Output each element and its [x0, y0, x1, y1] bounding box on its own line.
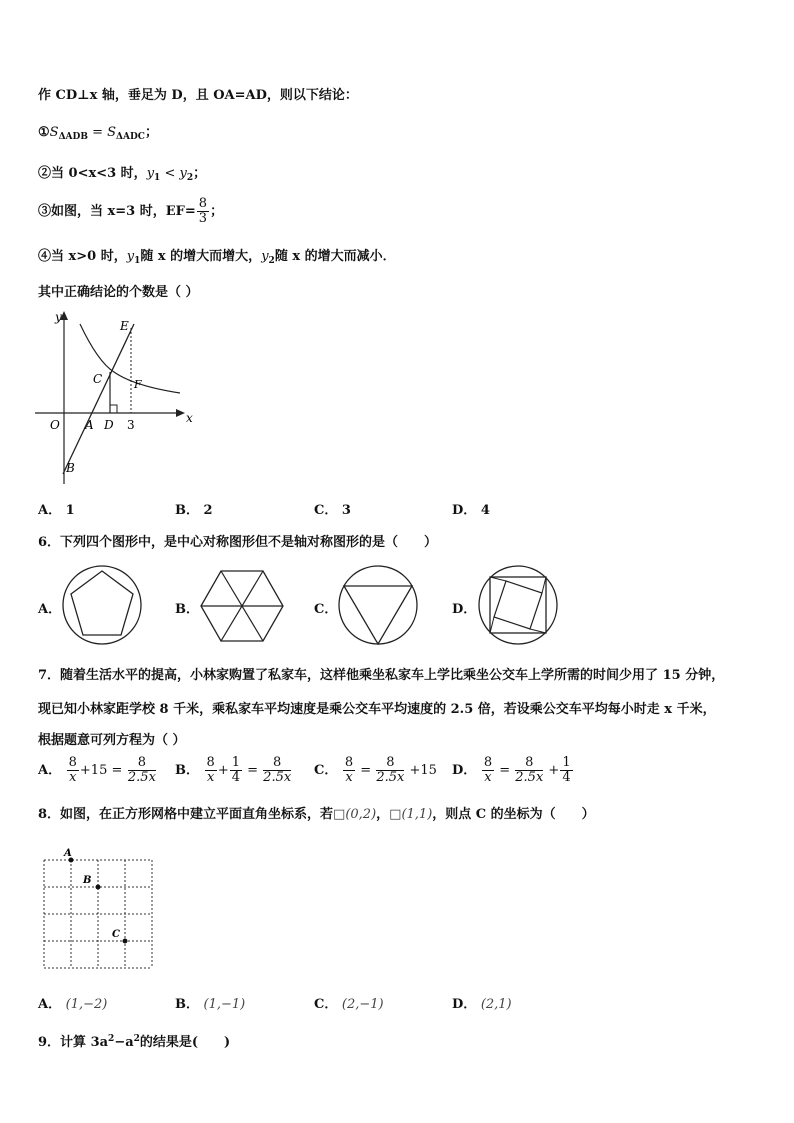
q5-option-b[interactable] — [175, 499, 213, 518]
point-c — [123, 939, 128, 944]
label-o: O — [50, 418, 60, 432]
denominator: 2.5x — [376, 770, 405, 785]
q6-option-a-letter[interactable]: A． — [38, 602, 62, 617]
numerator: 1 — [562, 755, 571, 770]
squares-in-circle-figure — [476, 563, 560, 647]
option-letter: B． — [175, 503, 199, 518]
denominator: 2.5x — [127, 770, 156, 785]
numerator: 8 — [128, 756, 156, 771]
denominator: 4 — [562, 770, 571, 785]
option-letter: C． — [314, 763, 338, 778]
numerator: 8 — [515, 756, 543, 771]
option-letter: C． — [314, 997, 338, 1012]
equals-sign: = — [87, 125, 108, 140]
q5-option-d[interactable] — [452, 499, 490, 518]
line-be — [63, 324, 134, 474]
intro-line: 作 CD⊥x 轴，垂足为 D，且 OA=AD，则以下结论： — [38, 88, 358, 103]
conclusion-4 — [38, 245, 396, 266]
q6-option-d-letter[interactable]: D． — [452, 602, 477, 617]
option-letter: A． — [38, 503, 62, 518]
plus-sign: + — [544, 763, 560, 778]
fraction-8-over-2.5x — [263, 756, 291, 785]
q6-option-b-letter[interactable]: B． — [175, 602, 199, 617]
fraction-denominator: 3 — [198, 211, 208, 226]
area-subscript-1: ΔADB — [58, 132, 88, 142]
option-letter: B． — [175, 997, 199, 1012]
q7-option-a[interactable] — [38, 756, 157, 785]
q7-option-b[interactable] — [175, 756, 292, 785]
label-a: A — [64, 848, 72, 859]
y1-subscript: 1 — [154, 173, 161, 183]
q6-option-c-letter[interactable]: C． — [314, 602, 338, 617]
label-x: x — [186, 411, 193, 425]
less-than: < — [160, 166, 180, 181]
exponent: 2 — [133, 1034, 140, 1044]
q9-text-a: 9．计算 3a — [38, 1035, 109, 1050]
conclusion-2 — [38, 162, 206, 183]
fraction-8-over-2.5x — [376, 756, 404, 785]
q5-option-c[interactable] — [314, 499, 351, 518]
y2-subscript: 2 — [268, 256, 275, 266]
fraction-8-over-x — [67, 756, 79, 785]
area-symbol: S — [107, 125, 117, 140]
q7-option-c[interactable] — [314, 756, 437, 785]
option-text: 1 — [65, 503, 75, 518]
option-letter: A． — [38, 763, 62, 778]
label-c: C — [112, 929, 120, 940]
conclusion-3 — [38, 197, 223, 226]
option-coord: (2,−1) — [341, 997, 384, 1012]
conclusion-4-text: ④当 x>0 时， — [38, 249, 127, 264]
denominator: 4 — [231, 770, 240, 785]
conclusion-3-text: ③如图，当 x=3 时，EF= — [38, 204, 196, 219]
fraction-numerator: 8 — [198, 196, 208, 211]
right-angle-mark — [110, 405, 117, 413]
conclusion-4-text-c: 随 x 的增大而减小． — [274, 249, 396, 264]
coordinate-grid — [38, 846, 158, 972]
option-letter: B． — [175, 763, 199, 778]
inner-square — [494, 581, 542, 629]
numerator: 1 — [231, 755, 240, 770]
plus-15-equals: +15 = — [79, 763, 123, 778]
denominator: x — [207, 770, 215, 785]
option-coord: (1,−2) — [65, 997, 108, 1012]
denominator: 2.5x — [515, 770, 544, 785]
numerator: 8 — [483, 755, 493, 770]
x-axis-arrow — [176, 409, 185, 417]
circle — [479, 566, 557, 644]
option-letter: D． — [452, 997, 477, 1012]
y-symbol: y — [146, 166, 155, 181]
label-a: A — [85, 418, 94, 432]
q7-stem-line-1: 7．随着生活水平的提高，小林家购置了私家车，这样他乘坐私家车上学比乘坐公交车上学所需的时间少用了 15 分钟， — [38, 668, 725, 683]
q7-option-d[interactable] — [452, 756, 574, 785]
plus-15: +15 — [405, 763, 437, 778]
q5-option-a[interactable] — [38, 499, 75, 518]
label-y: y — [55, 310, 62, 324]
fraction-1-over-4 — [230, 756, 242, 785]
option-coord: (2,1) — [480, 997, 512, 1012]
fraction-1-over-4 — [560, 756, 572, 785]
numerator: 8 — [206, 755, 215, 770]
plus-sign: + — [217, 763, 229, 778]
denominator: x — [345, 770, 353, 785]
fraction-eight-thirds — [197, 197, 209, 226]
q8-option-c[interactable] — [314, 993, 384, 1012]
conclusion-2-text: ②当 0<x<3 时， — [38, 166, 147, 181]
triangle-in-circle-figure — [336, 563, 420, 647]
pentagon-in-circle-figure — [60, 563, 144, 647]
option-coord: (1,−1) — [203, 997, 246, 1012]
option-text: 4 — [480, 503, 490, 518]
q9-text-b: −a — [114, 1035, 134, 1050]
y1-subscript: 1 — [134, 256, 141, 266]
option-letter: D． — [452, 503, 477, 518]
denominator: x — [69, 770, 77, 785]
q8-stem: 8．如图，在正方形网格中建立平面直角坐标系，若□(0,2)，□(1,1)，则点 C 的坐标为（ ） — [38, 807, 595, 822]
numerator: 8 — [376, 756, 404, 771]
label-f: F — [134, 378, 142, 391]
q8-option-b[interactable] — [175, 993, 245, 1012]
equals-sign: = — [356, 763, 376, 778]
conclusion-1-end: ； — [144, 125, 158, 140]
q8-option-a[interactable] — [38, 993, 107, 1012]
conclusion-3-end: ； — [210, 204, 224, 219]
fraction-8-over-2.5x — [515, 756, 543, 785]
denominator: x — [484, 770, 492, 785]
fraction-8-over-x — [205, 756, 217, 785]
conclusion-1-number: ① — [38, 125, 50, 140]
numerator: 8 — [344, 755, 354, 770]
option-letter: A． — [38, 997, 62, 1012]
point-b — [96, 885, 101, 890]
option-letter: C． — [314, 503, 338, 518]
y-symbol: y — [261, 249, 269, 264]
numerator: 8 — [263, 756, 291, 771]
exponent: 2 — [108, 1034, 115, 1044]
question-5-prompt: 其中正确结论的个数是（ ） — [38, 285, 199, 300]
function-graph — [30, 306, 200, 486]
option-text: 3 — [341, 503, 351, 518]
label-e: E — [120, 319, 129, 333]
y2-subscript: 2 — [186, 173, 194, 183]
y-symbol: y — [126, 249, 135, 264]
label-d: D — [104, 418, 114, 432]
q7-stem-line-3: 根据题意可列方程为（ ） — [38, 733, 186, 748]
denominator: 2.5x — [263, 770, 292, 785]
conclusion-1 — [38, 121, 158, 142]
label-c: C — [93, 372, 103, 386]
fraction-8-over-x — [343, 756, 355, 785]
q8-stem-text: 8．如图，在正方形网格中建立平面直角坐标系，若 — [38, 807, 334, 822]
conclusion-4-text-b: 随 x 的增大而增大， — [140, 249, 262, 264]
numerator: 8 — [68, 755, 77, 770]
area-subscript-2: ΔADC — [116, 132, 145, 142]
fraction-8-over-2.5x — [128, 756, 156, 785]
fraction-8-over-x — [482, 756, 494, 785]
point-b-coord: □(1,1) — [389, 807, 433, 822]
label-b: B — [83, 875, 92, 886]
label-three: 3 — [127, 418, 135, 432]
y-symbol: y — [179, 166, 187, 181]
q6-stem: 6．下列四个图形中，是中心对称图形但不是轴对称图形的是（ ） — [38, 535, 438, 550]
q9-text-c: 的结果是( ) — [139, 1035, 231, 1050]
option-letter: D． — [452, 763, 477, 778]
label-b: B — [66, 461, 75, 475]
circle — [339, 566, 417, 644]
pentagon — [71, 571, 133, 635]
q8-stem-text-end: ，则点 C 的坐标为（ ） — [432, 807, 595, 822]
q8-option-d[interactable] — [452, 993, 512, 1012]
conclusion-2-end: ； — [193, 166, 207, 181]
point-a-coord: □(0,2) — [333, 807, 377, 822]
q7-stem-line-2: 现已知小林家距学校 8 千米，乘私家车平均速度是乘公交车平均速度的 2.5 倍，若设乘公交车平均每小时走 x 千米， — [38, 702, 716, 717]
grid-lines — [44, 860, 152, 968]
equals-sign: = — [243, 763, 263, 778]
option-text: 2 — [203, 503, 213, 518]
q9-stem — [38, 1031, 230, 1050]
hexagon-figure — [198, 567, 286, 645]
area-symbol: S — [49, 125, 59, 140]
equals-sign: = — [495, 763, 515, 778]
